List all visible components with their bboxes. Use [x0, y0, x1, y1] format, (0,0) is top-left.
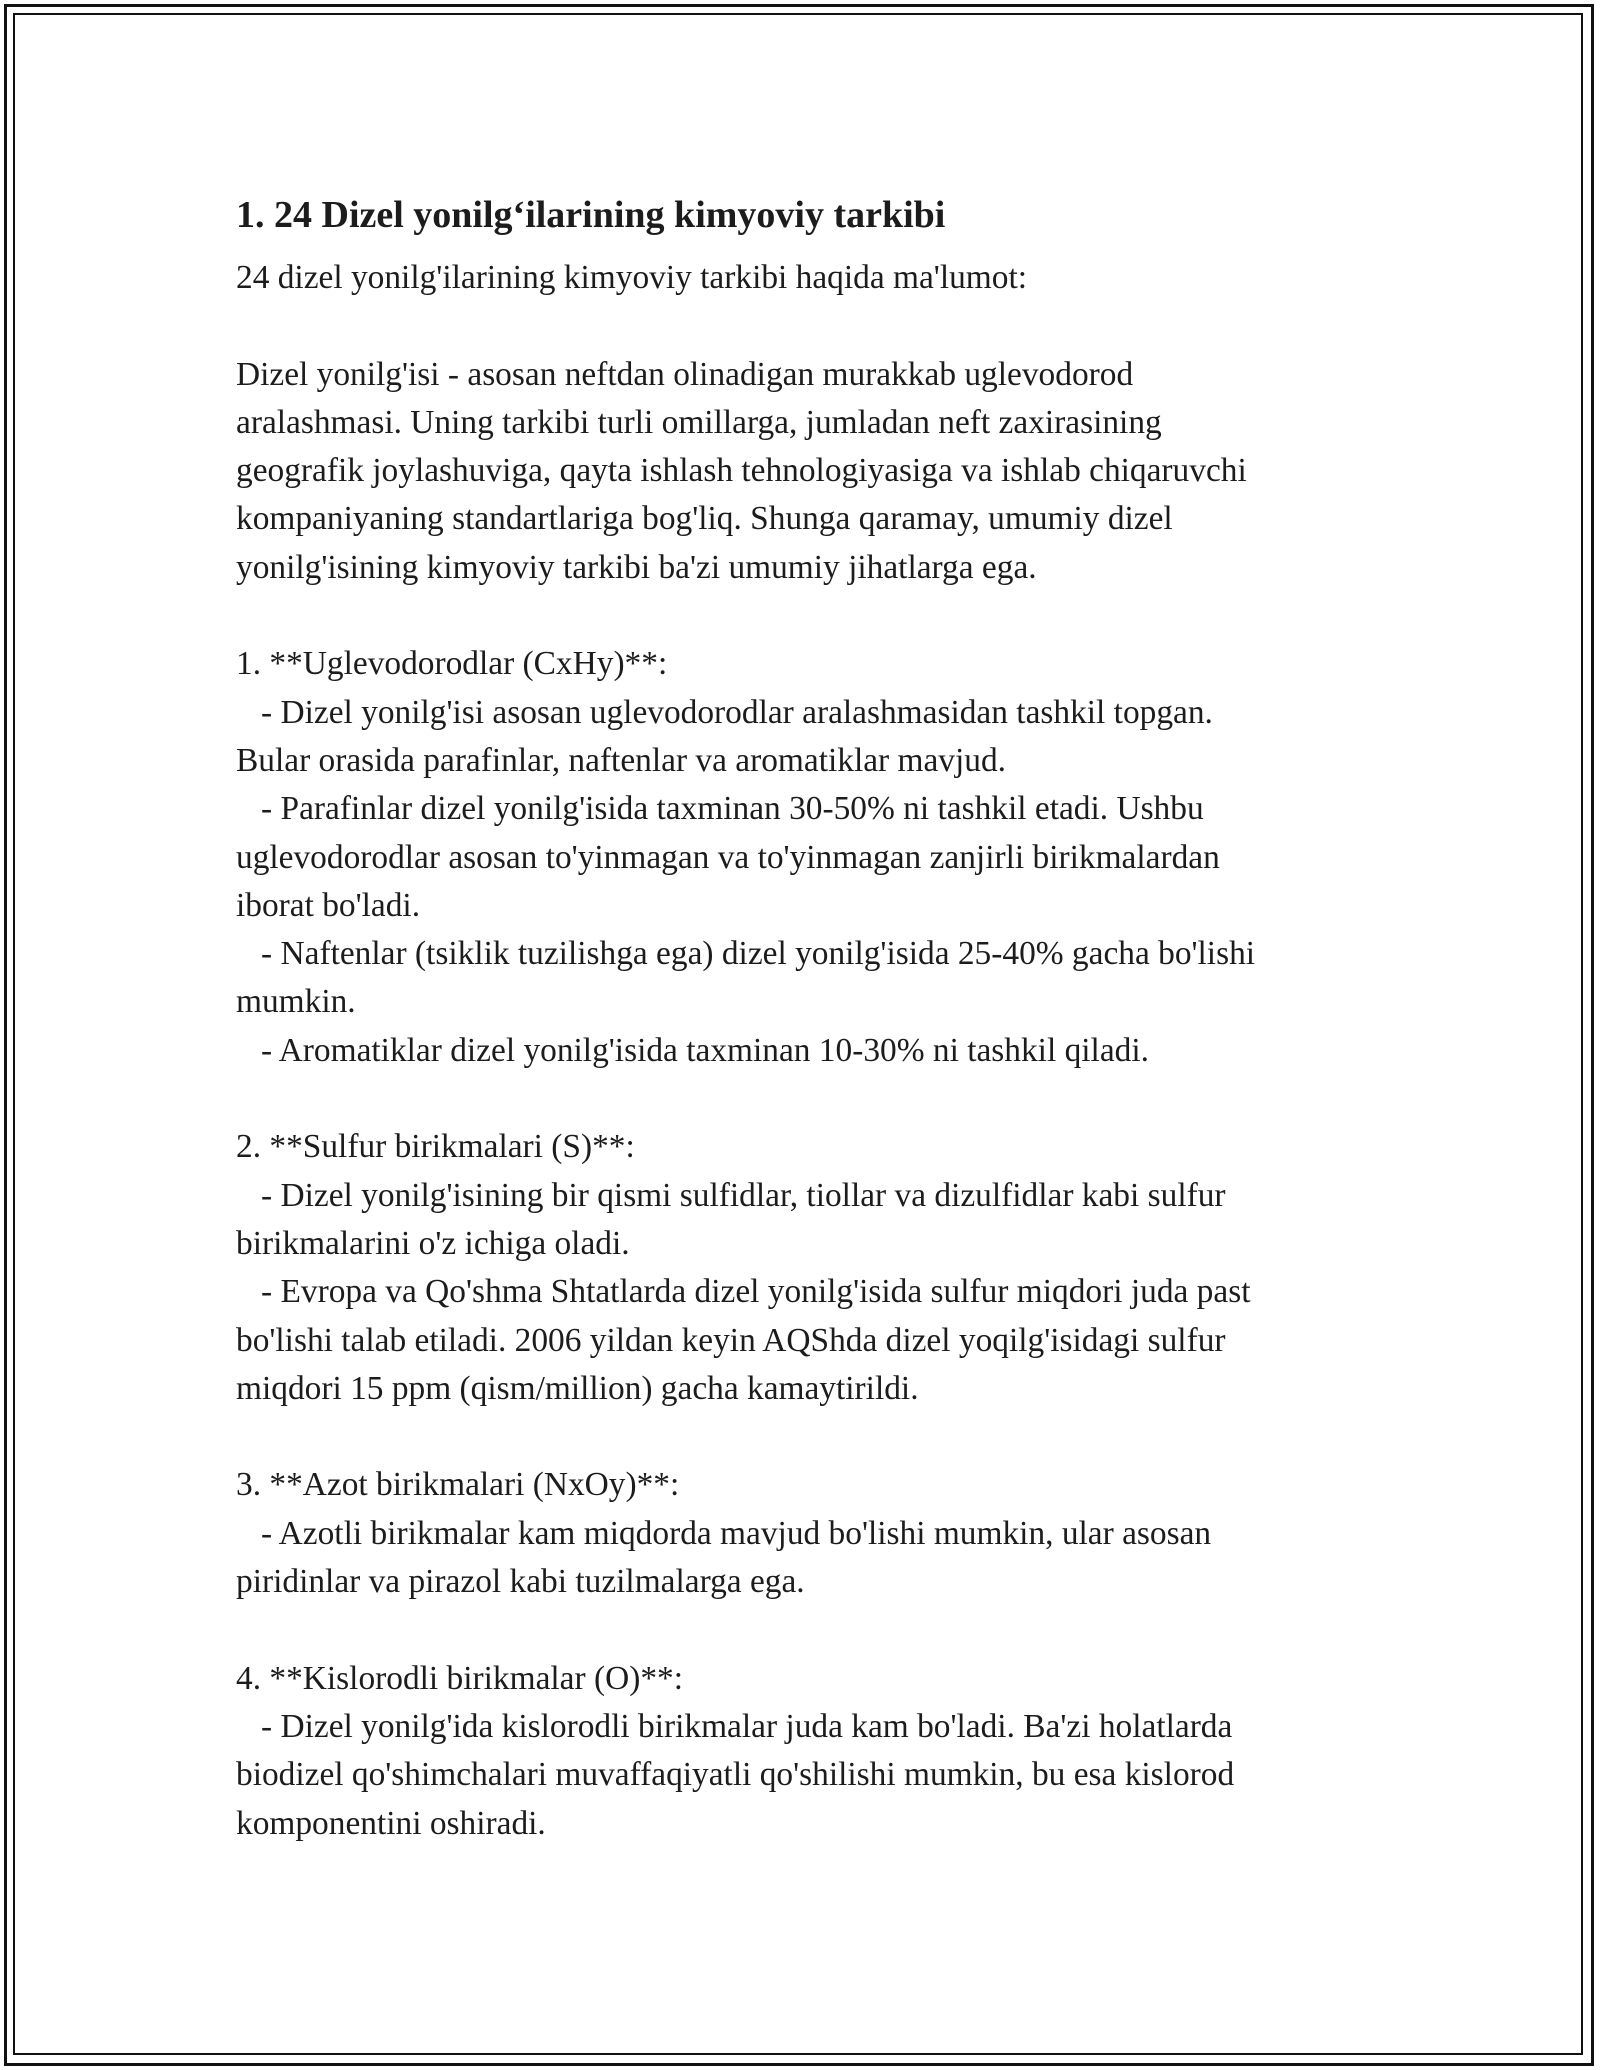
document-title: 1. 24 Dizel yonilg‘ilarining kimyoviy tarkibi [236, 194, 946, 236]
document-content [236, 186, 1366, 1848]
document-body: 24 dizel yonilg'ilarining kimyoviy tarkibi haqida ma'lumot: Dizel yonilg'isi - asosan neftdan olinadigan murakkab uglevodorod aralashmasi. Uning tarkibi turli omillarga, jumladan neft zaxirasining geografik joylashuviga, qayta ishlash tehnologiyasiga va ishlab chiqaruvchi kompaniyaning standartlariga bog'liq. Shunga qaramay, umumiy dizel yonilg'isining kimyoviy tarkibi ba'zi umumiy jihatlarga ega. 1. **Uglevodorodlar (CxHy)**: - Dizel yonilg'isi asosan uglevodorodlar aralashmasidan tashkil topgan. Bular orasida parafinlar, naftenlar va aromatiklar mavjud. - Parafinlar dizel yonilg'isida taxminan 30-50% ni tashkil etadi. Ushbu uglevodorodlar asosan to'yinmagan va to'yinmagan zanjirli birikmalardan iborat bo'ladi. - Naftenlar (tsiklik tuzilishga ega) dizel yonilg'isida 25-40% gacha bo'lishi mumkin. - Aromatiklar dizel yonilg'isida taxminan 10-30% ni tashkil qiladi. 2. **Sulfur birikmalari (S)**: - Dizel yonilg'isining bir qismi sulfidlar, tiollar va dizulfidlar kabi sulfur birikmalarini o'z ichiga oladi. - Evropa va Qo'shma Shtatlarda dizel yonilg'isida sulfur miqdori juda past bo'lishi talab etiladi. 2006 yildan keyin AQShda dizel yoqilg'isidagi sulfur miqdori 15 ppm (qism/million) gacha kamaytirildi. 3. **Azot birikmalari (NxOy)**: - Azotli birikmalar kam miqdorda mavjud bo'lishi mumkin, ular asosan piridinlar va pirazol kabi tuzilmalarga ega. 4. **Kislorodli birikmalar (O)**: - Dizel yonilg'ida kislorodli birikmalar juda kam bo'ladi. Ba'zi holatlarda biodizel qo'shimchalari muvaffaqiyatli qo'shilishi mumkin, bu esa kislorod komponentini oshiradi. [236, 259, 1256, 1842]
